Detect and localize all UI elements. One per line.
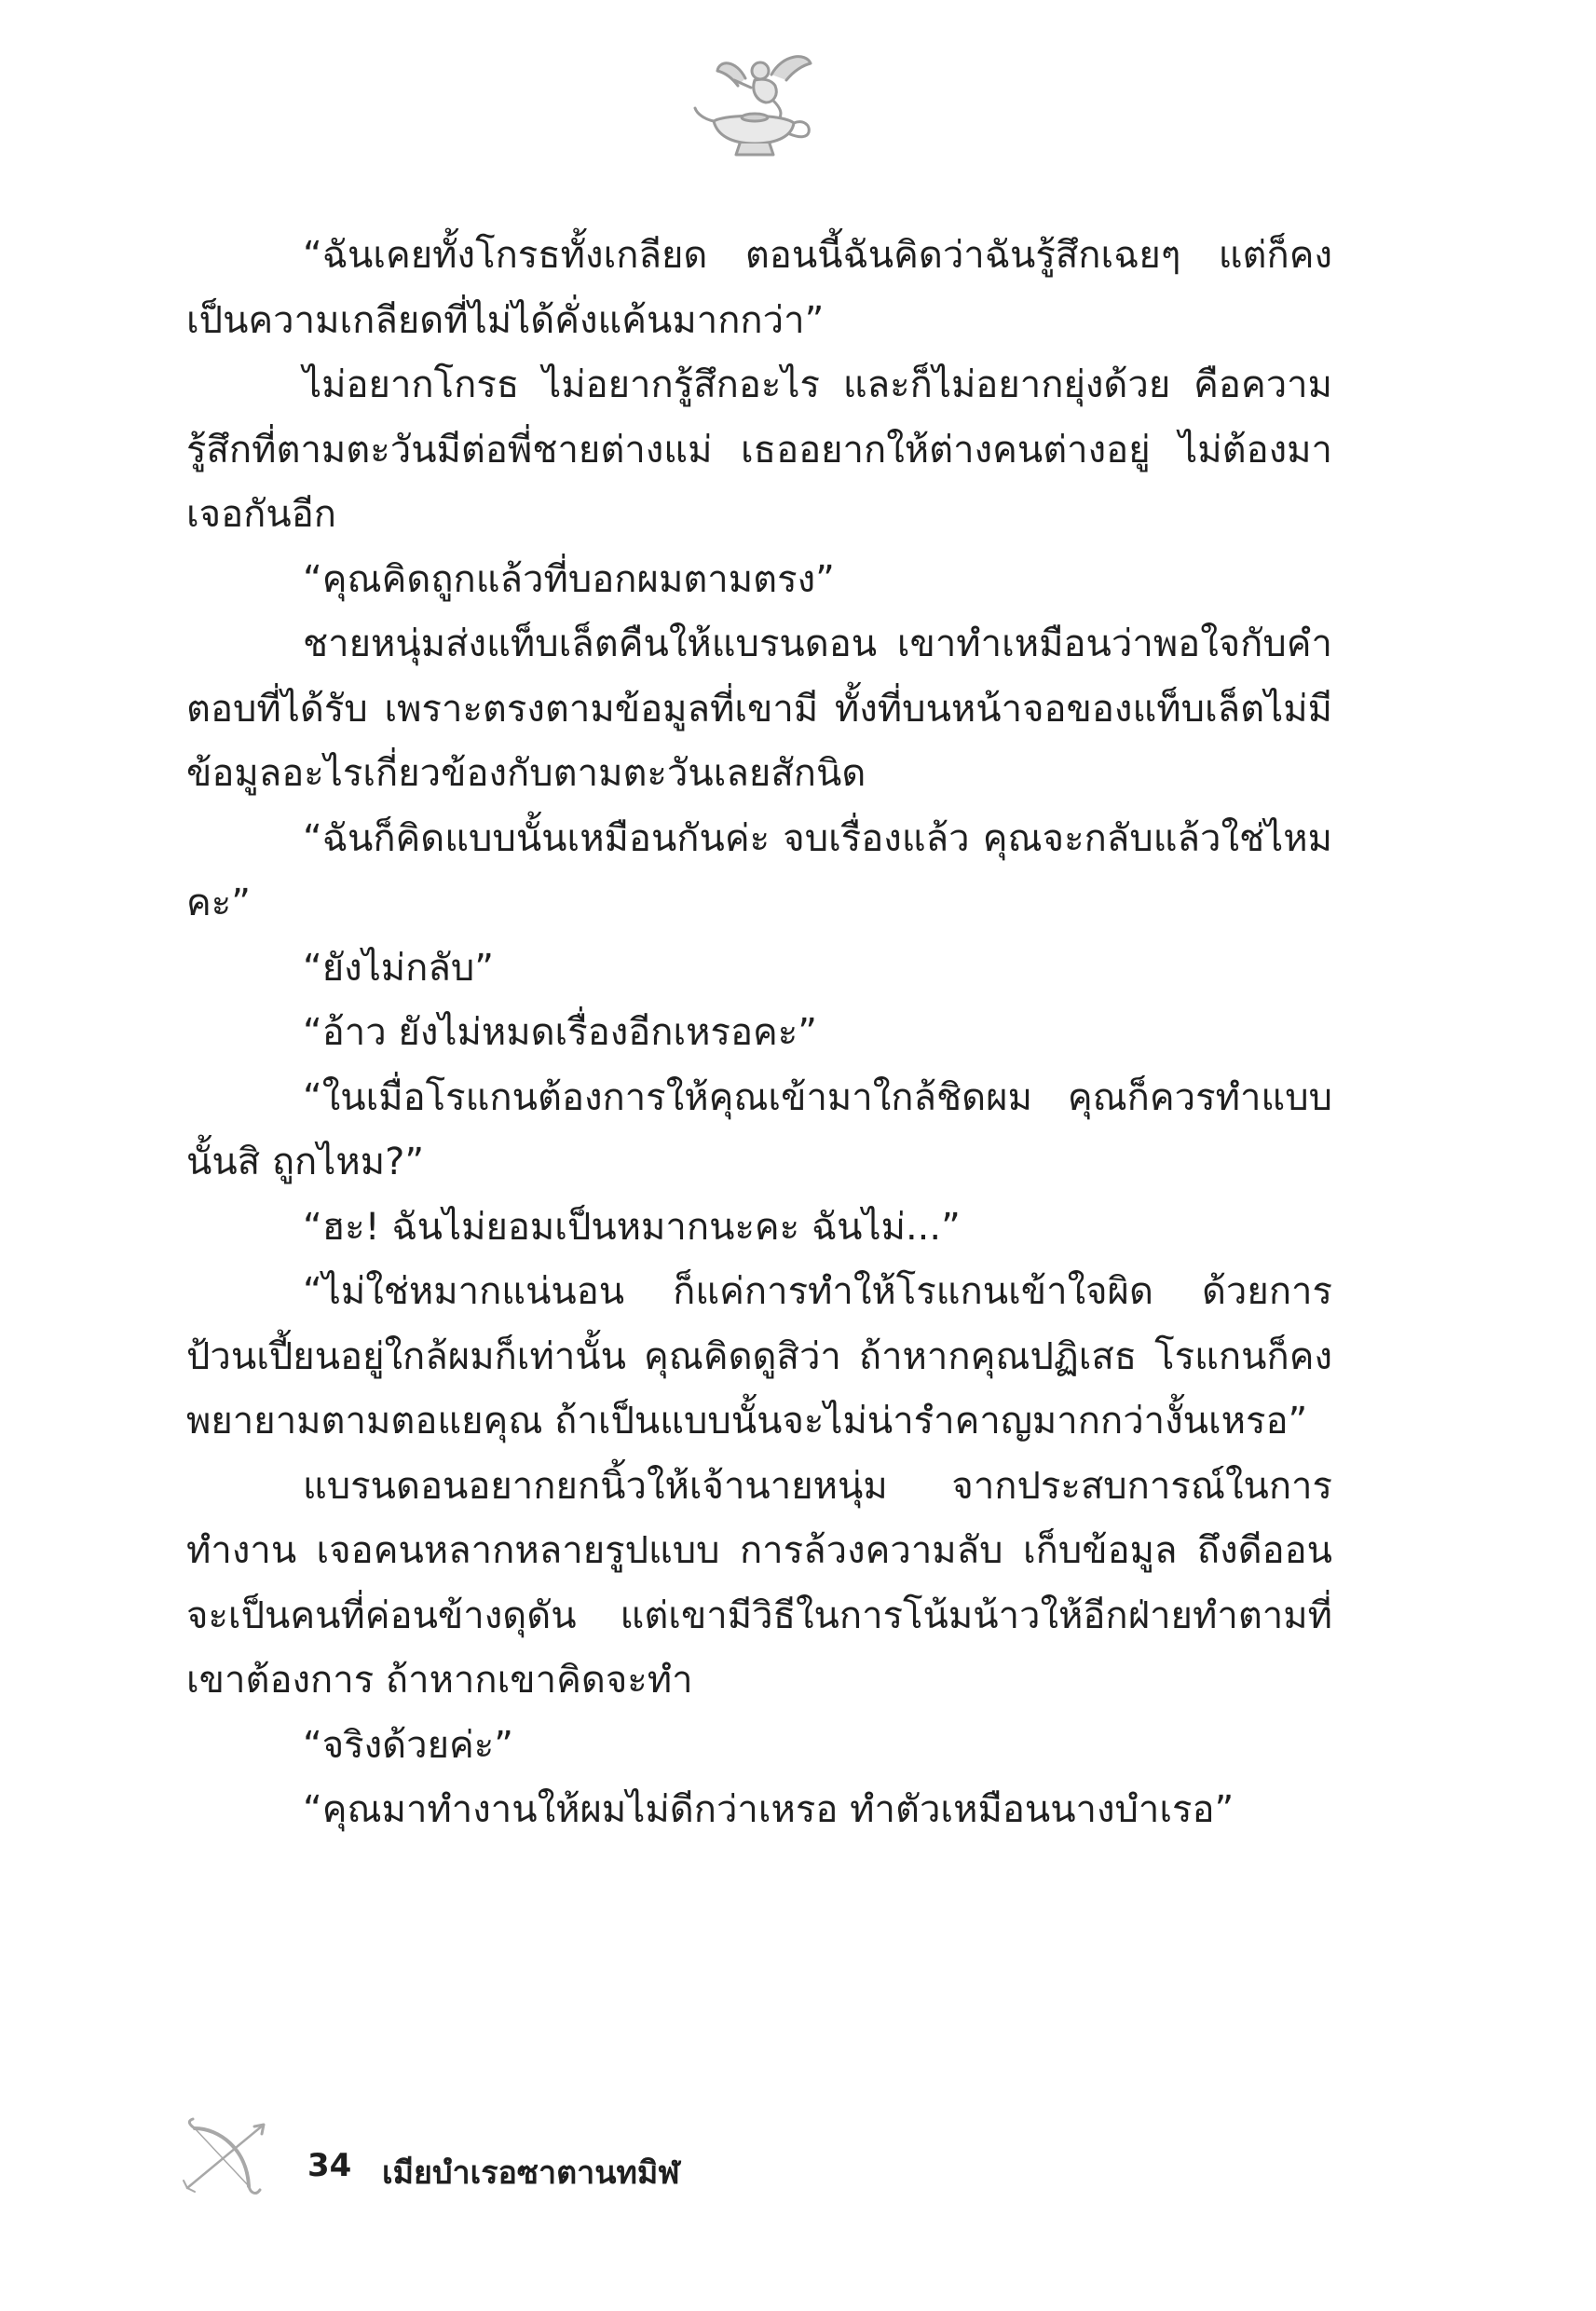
paragraph: “อ้าว ยังไม่หมดเรื่องอีกเหรอคะ” [303,1011,818,1054]
book-title: เมียบำเรอซาตานทมิฬ [382,2154,680,2192]
bow-and-arrow-icon [182,2115,275,2199]
paragraph: “คุณมาทำงานให้ผมไม่ดีกว่าเหรอ ทำตัวเหมือนนางบำเรอ” [303,1788,1235,1831]
page-number: 34 [307,2147,352,2184]
paragraph: “คุณคิดถูกแล้วที่บอกผมตามตรง” [303,557,835,601]
paragraph: “ฉันก็คิดแบบนั้นเหมือนกันค่ะ จบเรื่องแล้ว คุณจะกลับแล้วใช่ไหมคะ” [186,816,1332,924]
paragraph: ไม่อยากโกรธ ไม่อยากรู้สึกอะไร และก็ไม่อยากยุ่งด้วย คือความรู้สึกที่ตามตะวันมีต่อพี่ชายต่างแม่ เธออยากให้ต่างคนต่างอยู่ ไม่ต้องมาเจอกันอีก [186,363,1332,536]
paragraph: “จริงด้วยค่ะ” [303,1723,514,1767]
paragraph: “ในเมื่อโรแกนต้องการให้คุณเข้ามาใกล้ชิดผม คุณก็ควรทำแบบนั้นสิ ถูกไหม?” [186,1075,1332,1183]
paragraph: “ยังไม่กลับ” [303,946,495,990]
page-footer [182,2115,1020,2199]
paragraph: ชายหนุ่มส่งแท็บเล็ตคืนให้แบรนดอน เขาทำเหมือนว่าพอใจกับคำตอบที่ได้รับ เพราะตรงตามข้อมูลที่เขามี ทั้งที่บนหน้าจอของแท็บเล็ตไม่มีข้อมูลอะไรเกี่ยวข้องกับตามตะวันเลยสักนิด [186,622,1332,795]
paragraph: “ฉันเคยทั้งโกรธทั้งเกลียด ตอนนี้ฉันคิดว่าฉันรู้สึกเฉยๆ แต่ก็คงเป็นความเกลียดที่ไม่ได้คั่งแค้นมากกว่า” [186,234,1332,342]
paragraph: แบรนดอนอยากยกนิ้วให้เจ้านายหนุ่ม จากประสบการณ์ในการทำงาน เจอคนหลากหลายรูปแบบ การล้วงความลับ เก็บข้อมูล ถึงดีออนจะเป็นคนที่ค่อนข้างดุดัน แต่เขามีวิธีในการโน้มน้าวให้อีกฝ่ายทำตามที่เขาต้องการ ถ้าหากเขาคิดจะทำ [186,1464,1332,1702]
story-text [186,224,1332,1843]
cupid-genie-lamp-icon [689,47,820,163]
paragraph: “ฮะ! ฉันไม่ยอมเป็นหมากนะคะ ฉันไม่...” [303,1205,961,1249]
paragraph: “ไม่ใช่หมากแน่นอน ก็แค่การทำให้โรแกนเข้าใจผิด ด้วยการป้วนเปี้ยนอยู่ใกล้ผมก็เท่านั้น คุณคิดดูสิว่า ถ้าหากคุณปฏิเสธ โรแกนก็คงพยายามตามตอแยคุณ ถ้าเป็นแบบนั้นจะไม่น่ารำคาญมากกว่างั้นเหรอ” [186,1270,1332,1443]
